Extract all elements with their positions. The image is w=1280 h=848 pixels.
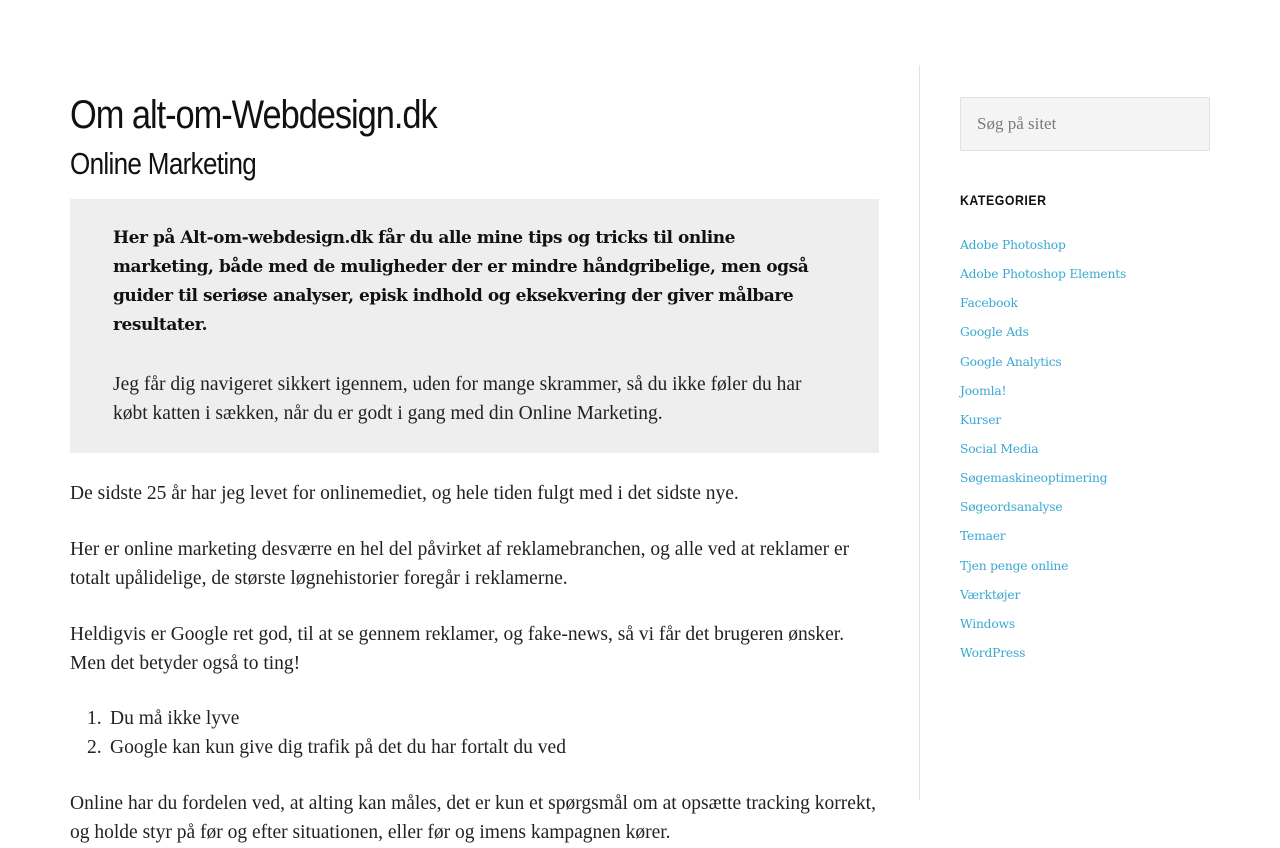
list-item [87,704,880,734]
category-link-adobe-photoshop-elements[interactable]: Adobe Photoshop Elements [960,267,1127,282]
category-item [960,381,1210,410]
category-link-sogemaskineoptimering[interactable]: Søgemaskineoptimering [960,471,1108,486]
category-item [960,235,1210,264]
category-link-adobe-photoshop[interactable]: Adobe Photoshop [960,238,1066,252]
paragraph: Heldigvis er Google ret god, til at se gennem reklamer, og fake-news, så vi får det brugeren ønsker. Men det betyder også to ting! [70,623,845,674]
category-link-temaer[interactable]: Temaer [960,529,1006,544]
category-item [960,410,1210,439]
category-link-google-analytics[interactable]: Google Analytics [960,354,1062,369]
page-title: Om alt-om-Webdesign.dk [70,93,437,137]
category-link-wordpress[interactable]: WordPress [960,645,1026,660]
main-content [70,88,880,848]
category-item [960,556,1210,585]
category-item [960,526,1210,555]
paragraph: Online har du fordelen ved, at alting kan måles, det er kun et spørgsmål om at opsætte tracking korrekt, og holde styr på før og efter situationen, eller før og imens kampagnen kører. [70,792,876,843]
search-input[interactable] [960,97,1210,151]
list-item-text: Du må ikke lyve [110,707,240,729]
intro-bold-text: Her på Alt-om-webdesign.dk får du alle mine tips og tricks til online marketing, både med de muligheder der er mindre håndgribelige, men også guider til seriøse analyser, episk indhold og eksekvering der giver målbare resultater. [113,228,809,335]
list-item-text: Google kan kun give dig trafik på det du har fortalt du ved [110,737,566,758]
category-item [960,643,1210,672]
category-link-joomla[interactable]: Joomla! [960,383,1007,398]
category-link-tjen-penge-online[interactable]: Tjen penge online [960,558,1069,573]
list-number: 1. [87,707,102,729]
category-link-google-ads[interactable]: Google Ads [960,325,1029,340]
paragraph: Her er online marketing desværre en hel del påvirket af reklamebranchen, og alle ved at reklamer er totalt upålidelige, de største løgnehistorier foregår i reklamerne. [70,538,850,589]
sidebar-divider [919,65,920,800]
category-item [960,468,1210,497]
category-item [960,293,1210,322]
category-item [960,585,1210,614]
category-item [960,439,1210,468]
sidebar [960,97,1210,672]
category-link-facebook[interactable]: Facebook [960,296,1018,311]
category-link-windows[interactable]: Windows [960,616,1015,631]
section-title: Online Marketing [70,146,257,181]
intro-box [70,199,879,453]
category-item [960,264,1210,293]
categories-list [960,235,1210,672]
category-link-sogeordsanalyse[interactable]: Søgeordsanalyse [960,500,1063,515]
category-link-kurser[interactable]: Kurser [960,412,1001,427]
list-number: 2. [87,737,102,758]
paragraph: De sidste 25 år har jeg levet for onlinemediet, og hele tiden fulgt med i det sidste nye. [70,483,739,504]
category-item [960,614,1210,643]
category-item [960,352,1210,381]
categories-title: KATEGORIER [960,192,1047,208]
category-item [960,322,1210,351]
category-item [960,497,1210,526]
ordered-list [70,704,880,763]
category-link-social-media[interactable]: Social Media [960,441,1039,456]
list-item [87,733,880,763]
intro-text: Jeg får dig navigeret sikkert igennem, uden for mange skrammer, så du ikke føler du har købt katten i sækken, når du er godt i gang med din Online Marketing. [113,374,802,424]
category-link-vaerktojer[interactable]: Værktøjer [960,587,1021,602]
